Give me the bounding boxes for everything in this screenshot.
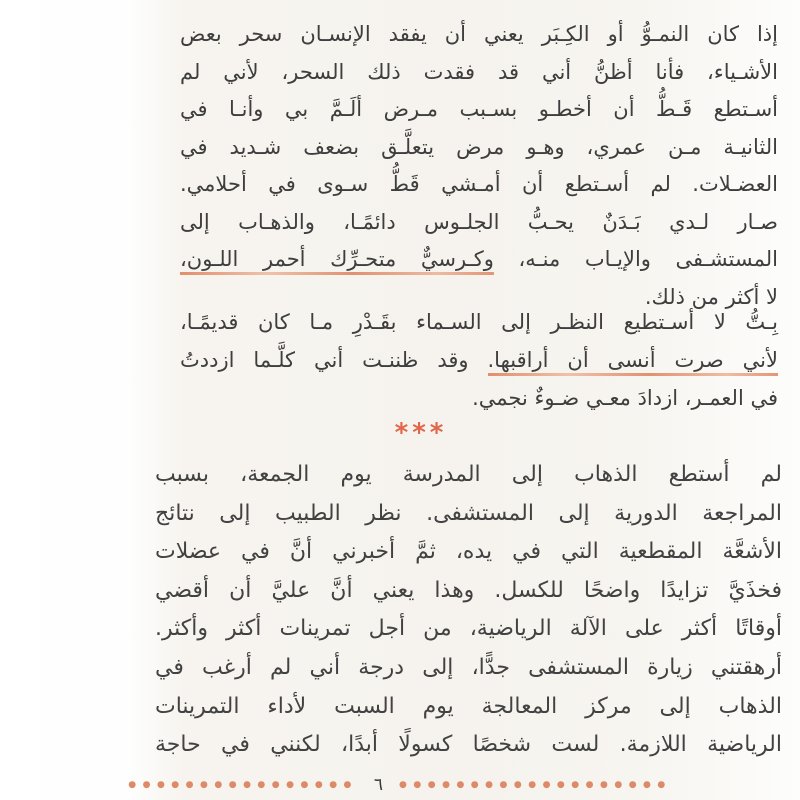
text-line: فخذَيَّ تزايدًا واضحًا للكسل. وهذا يعني أنَّ عليَّ أن أقضي (155, 577, 782, 603)
dotted-rule-right: ●●●●●●●●●●●●●●●●●●● (399, 780, 672, 790)
text-line: الذهاب إلى مركز المعالجة يوم السبت لأداء التمرينات (155, 693, 782, 719)
text-line: أرهقتني زيارة المستشفى جدًّا، إلى درجة أني لم أرغب في (155, 654, 782, 680)
text-line: العضـلات. لم أسـتطع أن أمـشي قَطُّ سـوى في أحلامي. (180, 172, 778, 196)
paragraph-2 (180, 303, 778, 417)
text-segment: وقد ظننـت أني كلَّـما ازددتُ (180, 348, 488, 372)
dotted-rule-left: ●●●●●●●●●●●●●●●● (128, 780, 358, 790)
underlined-phrase-red-wheelchair: وكـرسيٌّ متحـرِّك أحمر اللـون، (180, 247, 494, 276)
text-line: الأشـياء، فأنا أظنُّ أني قد فقدت ذلك السحر، لأني لم (180, 59, 778, 84)
text-line: الثانيـة مـن عمري، وهـو مرض يتعلَّـق بضعف شـديد في (180, 134, 778, 159)
text-line: أوقاتًا أكثر على الآلة الرياضية، من أجل تمرينات أكثر وأكثر. (155, 616, 782, 642)
paragraph-3 (155, 456, 782, 765)
text-line (180, 241, 778, 279)
text-line (180, 341, 778, 379)
page-number: ٦ (373, 775, 384, 795)
text-line: أسـتطع قَـطُّ أن أخطـو بسـبب مـرض ألَـمَّ بي وأنـا في (180, 97, 778, 121)
text-line: الرياضية اللازمة. لست شخصًا كسولًا أبدًا، لكنني في حاجة (155, 732, 782, 758)
text-line: المراجعة الدورية إلى المستشفى. نظر الطبيب إلى نتائج (155, 500, 782, 526)
paragraph-1 (180, 16, 778, 316)
underlined-phrase-forgot-to-watch-sky: لأني صرت أنسى أن أراقبها. (488, 348, 779, 377)
section-separator (180, 418, 778, 448)
text-line: إذا كان النمـوُّ أو الكِـبَر يعني أن يفقد الإنسـان سحر بعض (180, 22, 778, 46)
text-segment: المستشـفى والإيـاب منـه، (493, 247, 778, 271)
text-line: لا أكثر من ذلك. (644, 284, 778, 309)
text-line: الأشعَّة المقطعية التي في يده، ثمَّ أخبرني أنَّ في عضلات (155, 539, 782, 565)
asterisks-ornament: *** (394, 418, 448, 448)
text-line: بِـتُّ لا أسـتطيع النظـر إلى السـماء بقَـدْرِ مـا كان قديمًـا، (180, 310, 778, 334)
text-line: في العمـر، ازدادَ معـي ضـوءٌ نجمي. (472, 386, 778, 410)
text-line: لم أستطع الذهاب إلى المدرسة يوم الجمعة، بسبب (155, 462, 782, 487)
page-footer (128, 775, 672, 795)
text-line: صـار لـدي بَـدَنٌ يحـبُّ الجلـوس دائمًـا، والذهـاب إلى (180, 209, 778, 234)
